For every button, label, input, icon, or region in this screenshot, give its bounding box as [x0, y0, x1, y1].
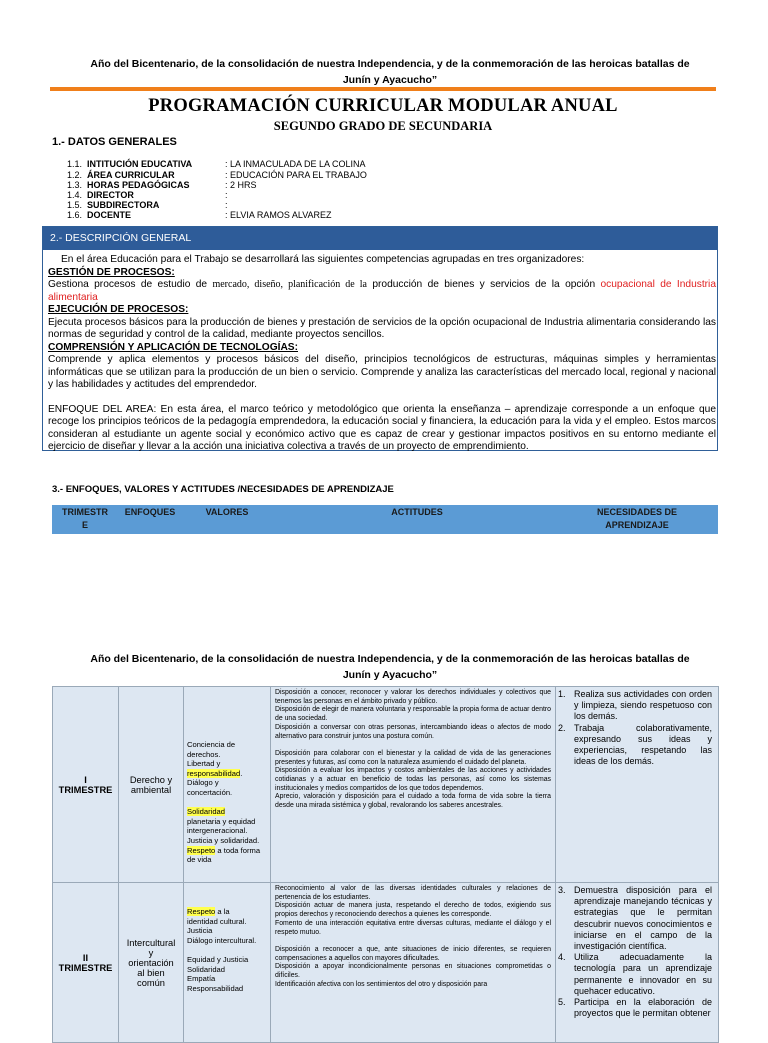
ejecucion-title: EJECUCIÓN DE PROCESOS: [48, 304, 189, 315]
descripcion-heading: 2.- DESCRIPCIÓN GENERAL [43, 227, 717, 250]
list-item: 3. Demuestra disposición para el aprendizaje manejando técnicas y estrategias que le permitan descubrir nuevos conocimientos e iniciarse en el campo de la investigación científica. [558, 885, 712, 952]
page2-motto-line-2: Junín y Ayacucho” [342, 669, 438, 681]
page-title: PROGRAMACIÓN CURRICULAR MODULAR ANUAL [148, 96, 618, 116]
list-item: 2. Trabaja colaborativamente, expresando sus ideas y experiencias, respetando las ideas de los demás. [558, 722, 712, 767]
page-subtitle: SEGUNDO GRADO DE SECUNDARIA [273, 119, 493, 133]
descripcion-body [48, 254, 716, 454]
gestion-title: GESTIÓN DE PROCESOS: [48, 266, 175, 278]
enfoques-heading: 3.- ENFOQUES, VALORES Y ACTITUDES /NECESIDADES DE APRENDIZAJE [52, 484, 394, 495]
valores-cell: Conciencia de derechos. Libertad y responsabilidad. Diálogo y concertación. Solidaridad planetaria y equidad intergeneracional. Justicia y solidaridad. Respeto a toda forma de vida [184, 687, 271, 883]
header-motto [80, 56, 700, 88]
comprension-title: COMPRENSIÓN Y APLICACIÓN DE TECNOLOGÍAS: [48, 341, 298, 353]
datos-generales-heading: 1.- DATOS GENERALES [52, 136, 177, 148]
table-row [53, 883, 719, 1043]
col-valores: VALORES [205, 507, 249, 517]
necesidades-cell [556, 687, 719, 883]
motto-line-2: Junín y Ayacucho” [342, 74, 438, 86]
header-divider [50, 87, 716, 91]
general-data-row: 1.3. HORAS PEDAGÓGICAS : 2 HRS [67, 180, 257, 190]
actitudes-cell: Disposición a conocer, reconocer y valorar los derechos individuales y colectivos que tenemos las personas en el ámbito privado y público. Disposición de elegir de manera voluntaria y responsable la propia forma de actuar dentro de una sociedad. Disposición a conversar con otras personas, intercambiando ideas o afectos de modo alternativo para construir juntos una postura común. Disposición para colaborar con el bienestar y la calidad de vida de las generaciones presentes y futuras, así como con la naturaleza asumiendo el cuidado del planeta. Disposición a evaluar los impactos y costos ambientales de las acciones y actividades cotidianas y a actuar en beneficio de todas las personas, así como los sistemas institucionales y medios compartidos de los que todos dependemos. Aprecio, valoración y disposición para el cuidado a toda forma de vida sobre la tierra desde una mirada sistémica y global, revalorando los saberes ancestrales. [271, 687, 556, 883]
table-row [53, 687, 719, 883]
col-trimestre: TRIMESTR E [62, 507, 108, 530]
ejecucion-text: Ejecuta procesos básicos para la producción de bienes y prestación de servicios de la opción ocupacional de Industria alimentaria considerando las normas de seguridad y control de la calidad, mediante proyectos sencillos. [48, 316, 716, 340]
page2-motto-line-1: Año del Bicentenario, de la consolidación de nuestra Independencia, y de la conmemoración de las heroicas batallas de [90, 653, 690, 665]
general-data-row: 1.5. SUBDIRECTORA : [67, 200, 228, 210]
page2-motto [80, 651, 700, 683]
enfoque-cell: Intercultural y orientación al bien común [119, 883, 184, 1043]
descripcion-intro: En el área Educación para el Trabajo se desarrollará las siguientes competencias agrupadas en tres organizadores: [61, 254, 585, 265]
actitudes-cell: Reconocimiento al valor de las diversas identidades culturales y relaciones de pertenencia de los estudiantes. Disposición actuar de manera justa, respetando el derecho de todos, exigiendo sus propios derechos y reconociendo derechos a quienes les corresponde. Fomento de una interacción equitativa entre diversas culturas, mediante el diálogo y el respeto mutuo. Disposición a reconocer a que, ante situaciones de inicio diferentes, se requieren compensaciones a aquellos con mayores dificultades. Disposición a apoyar incondicionalmente personas en situaciones comprometidas o difíciles. Identificación afectiva con los sentimientos del otro y disposición para [271, 883, 556, 1043]
general-data-row: 1.4. DIRECTOR : [67, 190, 228, 200]
trimestre-cell: II TRIMESTRE [53, 883, 119, 1043]
general-data-row: 1.6. DOCENTE : ELVIA RAMOS ALVAREZ [67, 210, 332, 220]
list-item: 5. Participa en la elaboración de proyectos que le permitan obtener [558, 997, 712, 1019]
enfoque-area-text: ENFOQUE DEL AREA: En esta área, el marco teórico y metodológico que orienta la enseñanza – aprendizaje corresponde a un enfoque que recoge los principios teóricos de la pedagogía emprendedora, la educación social y financiera, la educación para la vida y el empleo. Estos marcos consideran al estudiante un agente social y económico activo que es capaz de crear y gestionar impactos positivos en su entorno mediante el ejercicio de diseñar y llevar a la acción una iniciativa colectiva a través de un proyecto de emprendimiento. [48, 403, 716, 452]
general-data-row: 1.2. ÁREA CURRICULAR : EDUCACIÓN PARA EL TRABAJO [67, 170, 367, 180]
gestion-text: Gestiona procesos de estudio de mercado, diseño, planificación de la producción de bienes y servicios de la opción ocupacional de Industria alimentaria [48, 279, 716, 303]
general-data-row: 1.1. INTITUCIÓN EDUCATIVA : LA INMACULADA DE LA COLINA [67, 159, 366, 169]
list-item: 1. Realiza sus actividades con orden y limpieza, siendo respetuoso con los demás. [558, 689, 712, 722]
necesidades-cell [556, 883, 719, 1043]
enfoque-cell: Derecho y ambiental [119, 687, 184, 883]
list-item: 4. Utiliza adecuadamente la tecnología para un aprendizaje permanente e innovador en su quehacer educativo. [558, 952, 712, 996]
descripcion-general-box [42, 226, 718, 451]
comprension-text: Comprende y aplica elementos y procesos básicos del diseño, principios tecnológicos de estructuras, máquinas simples y herramientas informáticas que se utilizan para la producción de un bien o servicio. Comprende y analiza las características del mercado local, regional y nacional y las habilidades y actitudes del emprendedor. [48, 354, 716, 390]
enfoques-table-header [52, 505, 718, 534]
trimestre-cell: I TRIMESTRE [53, 687, 119, 883]
col-necesidades: NECESIDADES DE APRENDIZAJE [596, 507, 677, 530]
col-enfoques: ENFOQUES [124, 507, 176, 517]
trimestres-table [52, 686, 719, 1043]
motto-line-1: Año del Bicentenario, de la consolidación de nuestra Independencia, y de la conmemoración de las heroicas batallas de [90, 58, 690, 70]
col-actitudes: ACTITUDES [391, 507, 443, 517]
valores-cell: Respeto a la identidad cultural. Justicia Diálogo intercultural. Equidad y Justicia Solidaridad Empatía Responsabilidad [184, 883, 271, 1043]
